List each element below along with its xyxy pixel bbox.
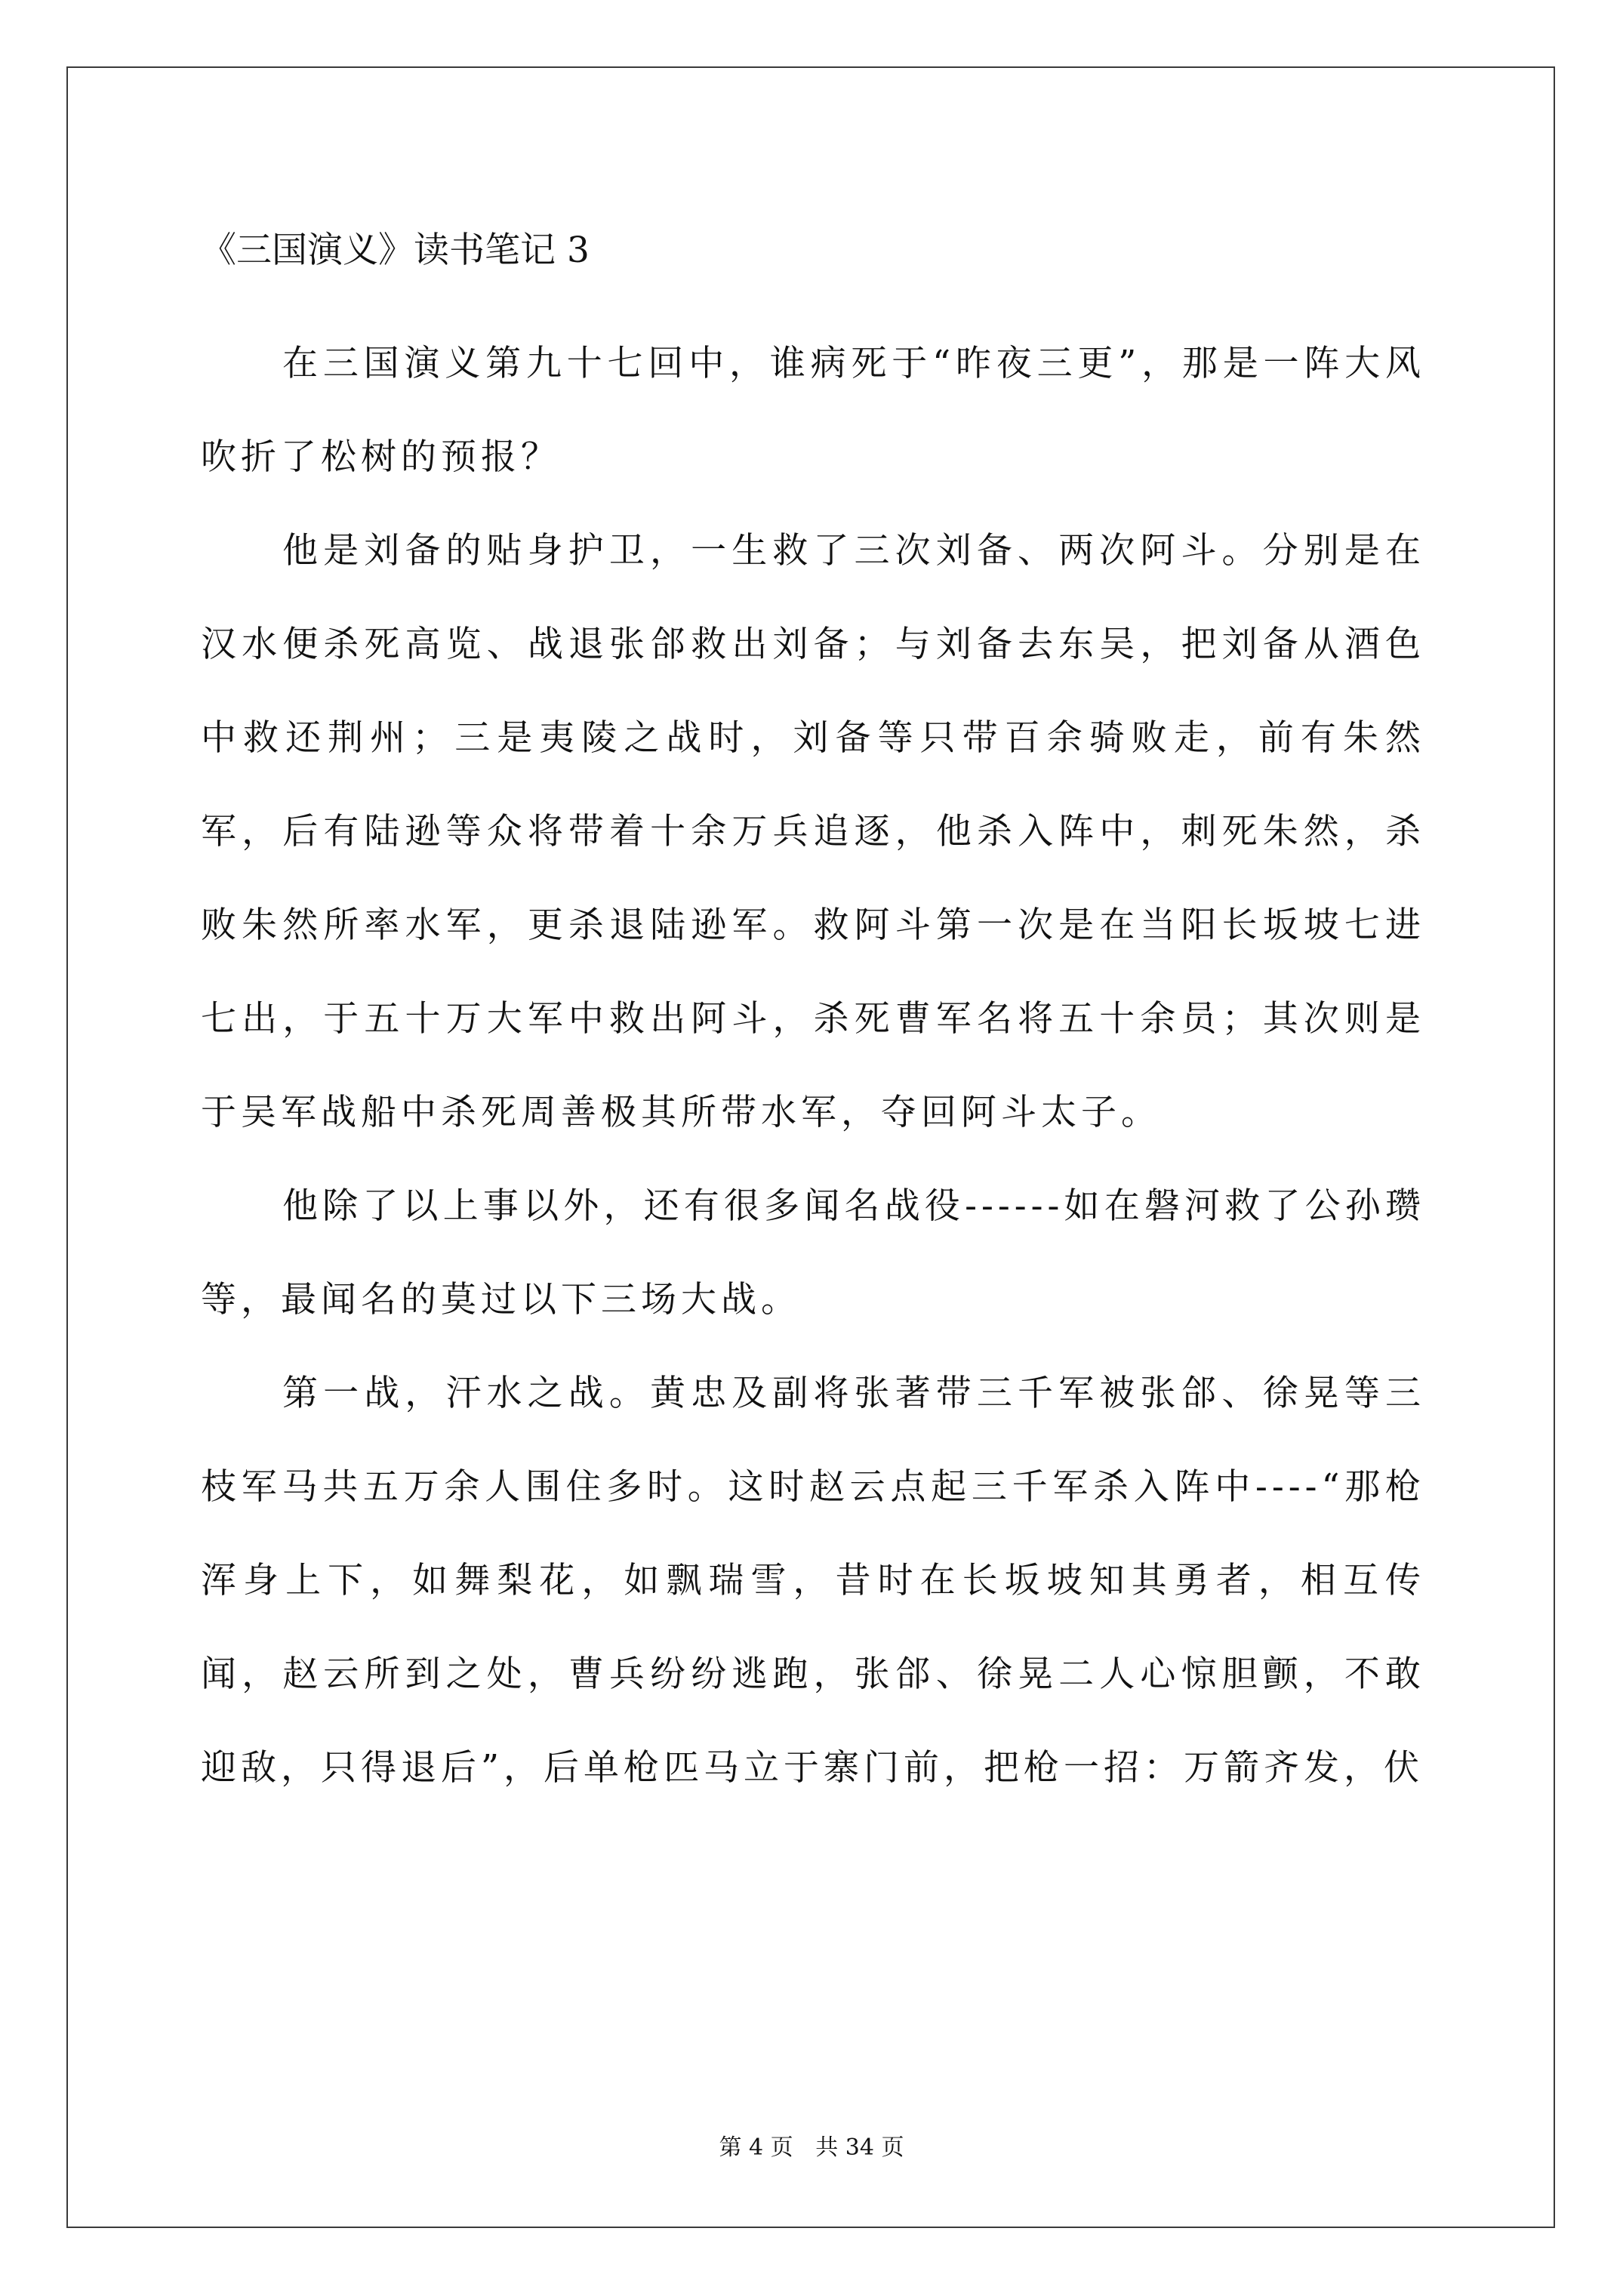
paragraph-2: 他是刘备的贴身护卫，一生救了三次刘备、两次阿斗。分别是在汉水便杀死高览、战退张郃救出刘备；与刘备去东吴，把刘备从酒色中救还荆州；三是夷陵之战时，刘备等只带百余骑败走，前有朱然军，后有陆逊等众将带着十余万兵追逐，他杀入阵中，刺死朱然，杀败朱然所率水军，更杀退陆逊军。救阿斗第一次是在当阳长坂坡七进七出，于五十万大军中救出阿斗，杀死曹军名将五十余员；其次则是于吴军战船中杀死周善极其所带水军，夺回阿斗太子。 bbox=[201, 530, 1425, 1133]
page-number: 第 4 页 bbox=[719, 2134, 793, 2161]
document-title: 《三国演义》读书笔记 3 bbox=[201, 230, 590, 271]
paragraph-1: 在三国演义第九十七回中，谁病死于“昨夜三更”，那是一阵大风吹折了松树的预报？ bbox=[201, 343, 1425, 478]
paragraph-3: 他除了以上事以外，还有很多闻名战役------如在磐河救了公孙瓒等，最闻名的莫过以下三场大战。 bbox=[201, 1185, 1425, 1321]
paragraph-4: 第一战，汗水之战。黄忠及副将张著带三千军被张郃、徐晃等三枝军马共五万余人围住多时。这时赵云点起三千军杀入阵中----“那枪浑身上下，如舞梨花，如飘瑞雪，昔时在长坂坡知其勇者，相互传闻，赵云所到之处，曹兵纷纷逃跑，张郃、徐晃二人心惊胆颤，不敢迎敌，只得退后”，后单枪匹马立于寨门前，把枪一招：万箭齐发，伏 bbox=[201, 1373, 1425, 1789]
page-footer bbox=[0, 2134, 1623, 2162]
document-body bbox=[201, 220, 1425, 1815]
page-total: 共 34 页 bbox=[815, 2134, 904, 2161]
